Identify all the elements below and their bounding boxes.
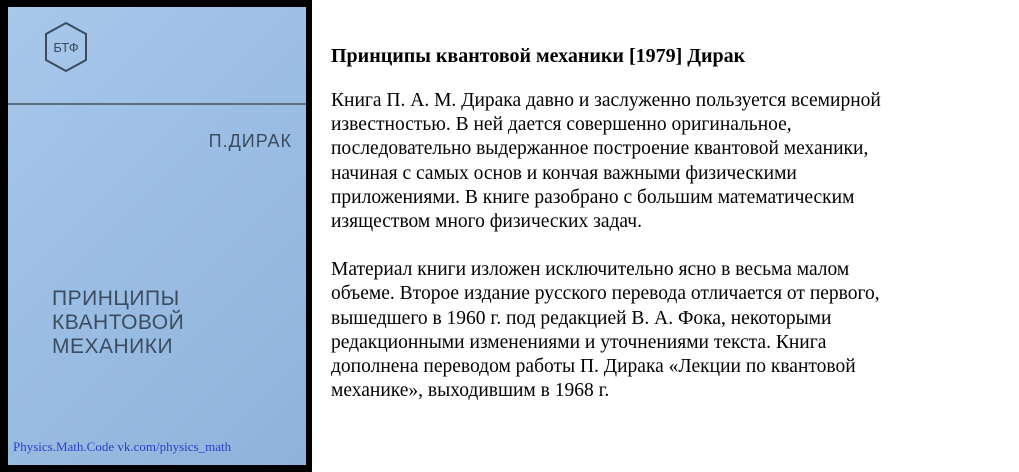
publisher-logo: [42, 21, 90, 73]
cover-title-line: ПРИНЦИПЫ: [52, 287, 180, 310]
publisher-logo-text: БТФ: [53, 40, 79, 55]
cover-title: [52, 287, 184, 359]
description-paragraph: Материал книги изложен исключительно ясно в весьма малом объеме. Второе издание русского перевода отличается от первого, вышедшего в 1960 г. под редакцией В. А. Фока, некоторыми редакционными изменениями и уточнениями текста. Книга дополнена переводом работы П. Дирака «Лекции по квантовой механике», выходившим в 1968 г.: [331, 259, 880, 402]
description-column: [331, 43, 1011, 427]
cover-title-line: МЕХАНИКИ: [52, 335, 174, 358]
cover-author: П.ДИРАК: [208, 131, 292, 151]
book-cover-frame: [0, 0, 312, 472]
watermark-text: Physics.Math.Code vk.com/physics_math: [13, 439, 232, 454]
cover-divider: [8, 103, 306, 105]
book-cover: [8, 7, 306, 465]
book-heading: Принципы квантовой механики [1979] Дирак: [331, 45, 746, 67]
description-paragraph: Книга П. А. М. Дирака давно и заслуженно пользуется всемирной известностью. В ней дается совершенно оригинальное, последовательно выдержанное построение квантовой механики, начиная с самых основ и кончая важными физическими приложениями. В книге разобрано с большим математическим изяществом много физических задач.: [331, 90, 881, 233]
cover-title-line: КВАНТОВОЙ: [52, 311, 185, 334]
